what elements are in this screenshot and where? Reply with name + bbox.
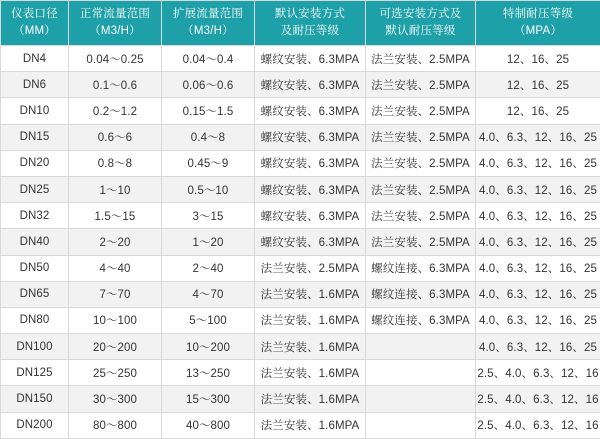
header-line: （M3/H） — [162, 23, 254, 40]
cell-optional-installation: 法兰安装、2.5MPA — [366, 124, 476, 150]
cell-custom-pressure: 4.0、6.3、12、16、25 — [476, 150, 600, 176]
table-row — [1, 98, 600, 124]
cell-caliber: DN50 — [1, 255, 69, 281]
cell-caliber: DN150 — [1, 386, 69, 412]
cell-caliber: DN4 — [1, 46, 69, 72]
cell-caliber: DN15 — [1, 124, 69, 150]
table-header — [1, 1, 600, 46]
cell-default-installation: 法兰安装、2.5MPA — [255, 255, 366, 281]
header-line: 扩展流量范围 — [162, 6, 254, 23]
cell-extended-flow: 1～20 — [162, 229, 255, 255]
cell-normal-flow: 1.5～15 — [69, 203, 162, 229]
table-row — [1, 255, 600, 281]
cell-normal-flow: 80～800 — [69, 412, 162, 438]
cell-extended-flow: 0.5～10 — [162, 176, 255, 202]
cell-extended-flow: 0.04～0.4 — [162, 46, 255, 72]
cell-custom-pressure: 4.0、6.3、12、16、25 — [476, 203, 600, 229]
cell-extended-flow: 2～40 — [162, 255, 255, 281]
cell-default-installation: 法兰安装、1.6MPA — [255, 412, 366, 438]
cell-optional-installation: 螺纹连接、6.3MPA — [366, 307, 476, 333]
cell-default-installation: 螺纹安装、6.3MPA — [255, 150, 366, 176]
cell-custom-pressure: 12、16、25 — [476, 72, 600, 98]
cell-custom-pressure: 2.5、4.0、6.3、12、16 — [476, 412, 600, 438]
cell-optional-installation: 法兰安装、2.5MPA — [366, 203, 476, 229]
column-header-caliber — [1, 1, 69, 46]
cell-custom-pressure: 2.5、4.0、6.3、12、16 — [476, 360, 600, 386]
header-row — [1, 1, 600, 46]
cell-default-installation: 螺纹安装、6.3MPA — [255, 72, 366, 98]
cell-caliber: DN32 — [1, 203, 69, 229]
header-line: 及耐压等级 — [255, 23, 365, 40]
cell-extended-flow: 0.15～1.5 — [162, 98, 255, 124]
cell-caliber: DN10 — [1, 98, 69, 124]
cell-caliber: DN100 — [1, 334, 69, 360]
cell-default-installation: 法兰安装、1.6MPA — [255, 360, 366, 386]
table-row — [1, 176, 600, 202]
cell-normal-flow: 10～100 — [69, 307, 162, 333]
cell-custom-pressure: 12、16、25 — [476, 46, 600, 72]
cell-extended-flow: 10～200 — [162, 334, 255, 360]
cell-optional-installation: 法兰安装、2.5MPA — [366, 176, 476, 202]
table-row — [1, 281, 600, 307]
cell-extended-flow: 0.45～9 — [162, 150, 255, 176]
cell-caliber: DN200 — [1, 412, 69, 438]
cell-custom-pressure: 4.0、6.3、12、16、25 — [476, 255, 600, 281]
header-line: 可选安装方式及 — [366, 6, 475, 23]
cell-optional-installation — [366, 334, 476, 360]
table-row — [1, 72, 600, 98]
cell-custom-pressure: 4.0、6.3、12、16、25 — [476, 307, 600, 333]
table-row — [1, 150, 600, 176]
cell-normal-flow: 0.1～0.6 — [69, 72, 162, 98]
header-line: （MM） — [1, 23, 68, 40]
cell-custom-pressure: 4.0、6.3、12、16、25 — [476, 281, 600, 307]
cell-extended-flow: 0.4～8 — [162, 124, 255, 150]
cell-default-installation: 法兰安装、1.6MPA — [255, 334, 366, 360]
cell-optional-installation — [366, 412, 476, 438]
cell-default-installation: 法兰安装、1.6MPA — [255, 307, 366, 333]
cell-optional-installation: 法兰安装、2.5MPA — [366, 46, 476, 72]
cell-optional-installation: 法兰安装、2.5MPA — [366, 150, 476, 176]
table-body — [1, 46, 600, 439]
cell-extended-flow: 4～70 — [162, 281, 255, 307]
cell-caliber: DN65 — [1, 281, 69, 307]
cell-normal-flow: 0.04～0.25 — [69, 46, 162, 72]
cell-default-installation: 螺纹安装、6.3MPA — [255, 46, 366, 72]
cell-custom-pressure: 4.0、6.3、12、16、25 — [476, 229, 600, 255]
table-row — [1, 124, 600, 150]
header-line: 特制耐压等级 — [476, 6, 600, 23]
cell-optional-installation: 法兰安装、2.5MPA — [366, 229, 476, 255]
table-row — [1, 229, 600, 255]
cell-default-installation: 法兰安装、1.6MPA — [255, 281, 366, 307]
column-header-default-installation — [255, 1, 366, 46]
column-header-custom-pressure-rating — [476, 1, 600, 46]
table-row — [1, 386, 600, 412]
cell-default-installation: 螺纹安装、6.3MPA — [255, 176, 366, 202]
cell-normal-flow: 30～300 — [69, 386, 162, 412]
header-line: （MPA） — [476, 23, 600, 40]
cell-normal-flow: 0.8～8 — [69, 150, 162, 176]
table-row — [1, 360, 600, 386]
cell-caliber: DN25 — [1, 176, 69, 202]
cell-custom-pressure: 4.0、6.3、12、16、25 — [476, 124, 600, 150]
cell-optional-installation: 法兰安装、2.5MPA — [366, 98, 476, 124]
cell-extended-flow: 40～800 — [162, 412, 255, 438]
table-row — [1, 334, 600, 360]
cell-caliber: DN20 — [1, 150, 69, 176]
cell-extended-flow: 5～100 — [162, 307, 255, 333]
cell-caliber: DN125 — [1, 360, 69, 386]
cell-caliber: DN80 — [1, 307, 69, 333]
header-line: 默认耐压等级 — [366, 23, 475, 40]
column-header-extended-flow-range — [162, 1, 255, 46]
header-line: 默认安装方式 — [255, 6, 365, 23]
column-header-optional-installation — [366, 1, 476, 46]
cell-custom-pressure: 4.0、6.3、12、16、25 — [476, 334, 600, 360]
cell-extended-flow: 13～250 — [162, 360, 255, 386]
header-line: 正常流量范围 — [69, 6, 161, 23]
cell-custom-pressure: 12、16、25 — [476, 98, 600, 124]
cell-optional-installation: 螺纹连接、6.3MPA — [366, 255, 476, 281]
cell-default-installation: 螺纹安装、6.3MPA — [255, 203, 366, 229]
cell-normal-flow: 4～40 — [69, 255, 162, 281]
cell-optional-installation: 法兰安装、2.5MPA — [366, 72, 476, 98]
cell-extended-flow: 3～15 — [162, 203, 255, 229]
cell-default-installation: 螺纹安装、6.3MPA — [255, 229, 366, 255]
table-row — [1, 203, 600, 229]
cell-normal-flow: 0.6～6 — [69, 124, 162, 150]
cell-normal-flow: 25～250 — [69, 360, 162, 386]
cell-normal-flow: 20～200 — [69, 334, 162, 360]
cell-normal-flow: 7～70 — [69, 281, 162, 307]
cell-normal-flow: 2～20 — [69, 229, 162, 255]
cell-extended-flow: 0.06～0.6 — [162, 72, 255, 98]
table-row — [1, 307, 600, 333]
column-header-normal-flow-range — [69, 1, 162, 46]
cell-extended-flow: 15～300 — [162, 386, 255, 412]
cell-optional-installation — [366, 386, 476, 412]
cell-default-installation: 螺纹安装、6.3MPA — [255, 98, 366, 124]
cell-optional-installation: 螺纹连接、6.3MPA — [366, 281, 476, 307]
cell-custom-pressure: 2.5、4.0、6.3、12、16 — [476, 386, 600, 412]
cell-caliber: DN6 — [1, 72, 69, 98]
cell-normal-flow: 1～10 — [69, 176, 162, 202]
table-row — [1, 412, 600, 438]
table-row — [1, 46, 600, 72]
cell-caliber: DN40 — [1, 229, 69, 255]
cell-default-installation: 法兰安装、1.6MPA — [255, 386, 366, 412]
cell-normal-flow: 0.2～1.2 — [69, 98, 162, 124]
cell-default-installation: 螺纹安装、6.3MPA — [255, 124, 366, 150]
cell-optional-installation — [366, 360, 476, 386]
header-line: 仪表口径 — [1, 6, 68, 23]
cell-custom-pressure: 4.0、6.3、12、16、25 — [476, 176, 600, 202]
header-line: （M3/H） — [69, 23, 161, 40]
